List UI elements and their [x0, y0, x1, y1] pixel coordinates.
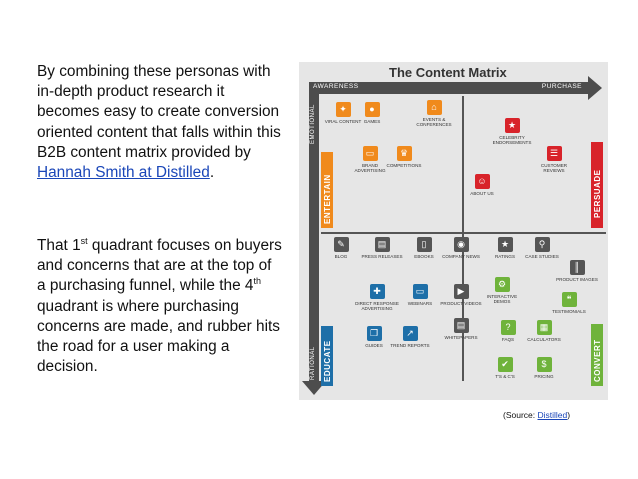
right-arrow-icon: [588, 76, 602, 100]
content-matrix-diagram: [299, 62, 608, 400]
item-pricing: [521, 357, 567, 379]
tv-icon: ▭: [363, 146, 378, 161]
item-label: CALCULATORS: [527, 337, 561, 342]
person-icon: ☺: [475, 174, 490, 189]
item-label: CUSTOMER REVIEWS: [540, 163, 568, 174]
item-label: ABOUT US: [470, 191, 494, 196]
gears-icon: ⚙: [495, 277, 510, 292]
quadrant-text-3: quadrant is where purchasing concerns are made, and rubber hits the road for a user making a decision.: [37, 297, 280, 376]
item-blog: [318, 237, 364, 259]
chart-icon: ↗: [403, 326, 418, 341]
quadrant-text-2: quadrant focuses on buyers and concerns that are at the top of a purchasing funnel, while the 4: [37, 237, 282, 295]
book-icon: ❐: [367, 326, 382, 341]
barcode-icon: ║: [570, 260, 585, 275]
item-label: FAQS: [501, 337, 515, 342]
item-label: BLOG: [334, 254, 348, 259]
quadrant-convert: [591, 324, 603, 386]
item-label: PRODUCT IMAGES: [556, 277, 598, 282]
price-tag-icon: $: [537, 357, 552, 372]
item-games: [349, 102, 395, 124]
gamepad-icon: ●: [365, 102, 380, 117]
item-label: RATINGS: [494, 254, 516, 259]
quadrant-paragraph: [37, 236, 282, 377]
contract-icon: ✔: [498, 357, 513, 372]
item-label: COMPANY NEWS: [442, 254, 480, 259]
item-case-studies: [519, 237, 565, 259]
item-label: GUIDES: [365, 343, 383, 348]
intro-end: .: [209, 164, 215, 182]
item-product-videos: [438, 284, 484, 306]
item-label: DIRECT RESPONSE ADVERTISING: [355, 301, 399, 312]
item-label: PRESS RELEASES: [361, 254, 403, 259]
item-celebrity-endorsements: [485, 118, 539, 146]
superscript-th: th: [253, 276, 261, 287]
item-label: GAMES: [363, 119, 381, 124]
item-label: TREND REPORTS: [390, 343, 430, 348]
quadrant-educate-label: EDUCATE: [323, 340, 332, 382]
axis-emotional-label: EMOTIONAL: [310, 104, 316, 144]
trophy-icon: ♛: [397, 146, 412, 161]
item-customer-reviews: [531, 146, 577, 174]
broadcast-icon: ◉: [454, 237, 469, 252]
intro-text: By combining these personas with in-depth product research it becomes easy to create conversion oriented content that falls within this B2B content matrix provided by: [37, 63, 281, 161]
awareness-purchase-axis: [309, 82, 588, 94]
intro-paragraph: [37, 62, 282, 183]
item-label: WHITEPAPERS: [444, 335, 478, 340]
building-icon: ⌂: [427, 100, 442, 115]
item-label: T'S & C'S: [495, 374, 515, 379]
calculator-icon: ▦: [537, 320, 552, 335]
video-icon: ▶: [454, 284, 469, 299]
axis-awareness-label: AWARENESS: [313, 83, 359, 90]
hannah-smith-link[interactable]: Hannah Smith at Distilled: [37, 164, 210, 182]
item-whitepapers: [438, 318, 484, 340]
quadrant-educate: [321, 326, 333, 386]
item-press-releases: [359, 237, 405, 259]
source-caption: [503, 410, 570, 420]
source-prefix: (Source:: [503, 410, 538, 420]
item-label: TESTIMONIALS: [552, 309, 586, 314]
item-trend-reports: [387, 326, 433, 348]
item-testimonials: [546, 292, 592, 314]
quadrant-entertain: [321, 152, 333, 228]
item-label: INTERACTIVE DEMOS: [486, 294, 518, 305]
item-label: BRAND ADVERTISING: [354, 163, 386, 174]
quadrant-convert-label: CONVERT: [593, 339, 602, 382]
item-calculators: [521, 320, 567, 342]
document-icon: ▤: [454, 318, 469, 333]
source-suffix: ): [567, 410, 571, 420]
puzzle-icon: ✚: [370, 284, 385, 299]
item-label: EBOOKS: [414, 254, 434, 259]
axis-rational-label: RATIONAL: [310, 346, 316, 380]
item-label: CELEBRITY ENDORSEMENTS: [492, 135, 532, 146]
item-label: PRICING: [534, 374, 554, 379]
item-label: CASE STUDIES: [525, 254, 559, 259]
matrix-title: The Content Matrix: [389, 65, 507, 80]
item-company-news: [438, 237, 484, 259]
distilled-link[interactable]: Distilled: [537, 410, 568, 420]
speech-bubble-icon: ❝: [562, 292, 577, 307]
tablet-icon: ▯: [417, 237, 432, 252]
item-webinars: [397, 284, 443, 306]
item-product-images: [549, 260, 605, 282]
newspaper-icon: ▤: [375, 237, 390, 252]
axis-purchase-label: PURCHASE: [541, 83, 582, 90]
pencil-icon: ✎: [334, 237, 349, 252]
item-events: [407, 100, 461, 128]
star-badge-icon: ★: [505, 118, 520, 133]
item-label: VIRAL CONTENT: [324, 119, 362, 124]
item-competitions: [381, 146, 427, 168]
quadrant-entertain-label: ENTERTAIN: [323, 174, 332, 224]
item-interactive-demos: [479, 277, 525, 305]
megaphone-icon: ✦: [336, 102, 351, 117]
clipboard-icon: ☰: [547, 146, 562, 161]
item-label: EVENTS & CONFERENCES: [416, 117, 452, 128]
quadrant-persuade: [591, 142, 603, 228]
question-mark-icon: ?: [501, 320, 516, 335]
item-label: COMPETITIONS: [386, 163, 422, 168]
item-label: WEBINARS: [407, 301, 433, 306]
superscript-st: st: [80, 235, 88, 246]
quadrant-text-1: That 1: [37, 237, 81, 254]
item-about-us: [459, 174, 505, 196]
item-direct-response: [351, 284, 403, 312]
stars-icon: ★: [498, 237, 513, 252]
quadrant-persuade-label: PERSUADE: [593, 169, 602, 218]
magnifier-icon: ⚲: [535, 237, 550, 252]
item-label: PRODUCT VIDEOS: [440, 301, 482, 306]
monitor-icon: ▭: [413, 284, 428, 299]
